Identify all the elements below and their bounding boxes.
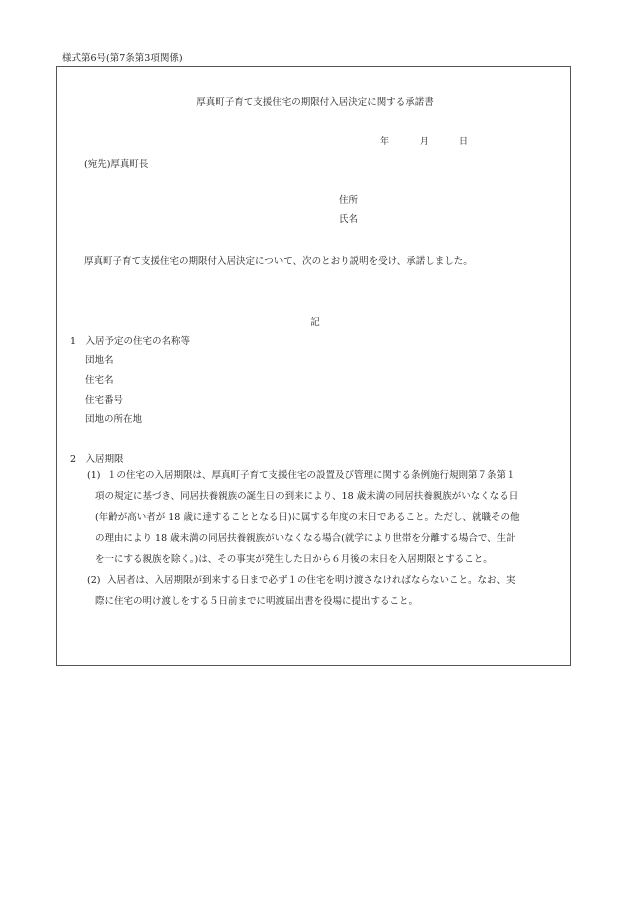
date-day-label: 日 xyxy=(459,137,469,147)
term-item-1-line: (年齢が高い者が 18 歳に達することとなる日)に属する年度の末日であること。ただし、就職その他 xyxy=(95,512,520,523)
date-year-label: 年 xyxy=(380,137,390,147)
house-name-label: 住宅名 xyxy=(85,375,114,386)
complex-location-label: 団地の所在地 xyxy=(85,414,143,425)
date-month-label: 月 xyxy=(420,137,430,147)
section1-heading: 1 入居予定の住宅の名称等 xyxy=(70,336,191,347)
term-item-2-number: (2) xyxy=(87,575,101,586)
consent-statement: 厚真町子育て支援住宅の期限付入居決定について、次のとおり説明を受け、承諾しました。 xyxy=(84,256,473,267)
term-item-2 xyxy=(87,570,557,612)
complex-name-label: 団地名 xyxy=(85,355,114,366)
name-label: 氏名 xyxy=(339,214,359,225)
house-number-label: 住宅番号 xyxy=(85,395,124,406)
addressee: (宛先)厚真町長 xyxy=(84,159,149,170)
term-item-1 xyxy=(87,465,557,570)
term-item-1-line: 項の規定に基づき、同居扶養親族の誕生日の到来により、18 歳未満の同居扶養親族がいなくなる日 xyxy=(95,491,519,502)
term-item-1-line: を一にする親族を除く。)は、その事実が発生した日から６月後の末日を入居期限とすること。 xyxy=(95,554,493,565)
document-title: 厚真町子育て支援住宅の期限付入居決定に関する承諾書 xyxy=(196,97,434,108)
term-item-2-line: 際に住宅の明け渡しをする５日前までに明渡届出書を役場に提出すること。 xyxy=(95,596,419,607)
term-item-1-line: の理由により 18 歳未満の同居扶養親族がいなくなる場合(就学により世帯を分離する場合で、生計 xyxy=(95,533,516,544)
ki-heading: 記 xyxy=(310,317,320,328)
term-item-1-line: １の住宅の入居期限は、厚真町子育て支援住宅の設置及び管理に関する条例施行規則第７条第１ xyxy=(107,470,516,481)
term-item-2-line: 入居者は、入居期限が到来する日まで必ず１の住宅を明け渡さなければならないこと。なお、実 xyxy=(107,575,516,586)
term-item-1-number: (1) xyxy=(87,470,101,481)
section2-heading: 2 入居期限 xyxy=(70,454,124,465)
address-label: 住所 xyxy=(339,195,359,206)
form-number-label: 様式第6号(第7条第3項関係) xyxy=(62,53,183,64)
